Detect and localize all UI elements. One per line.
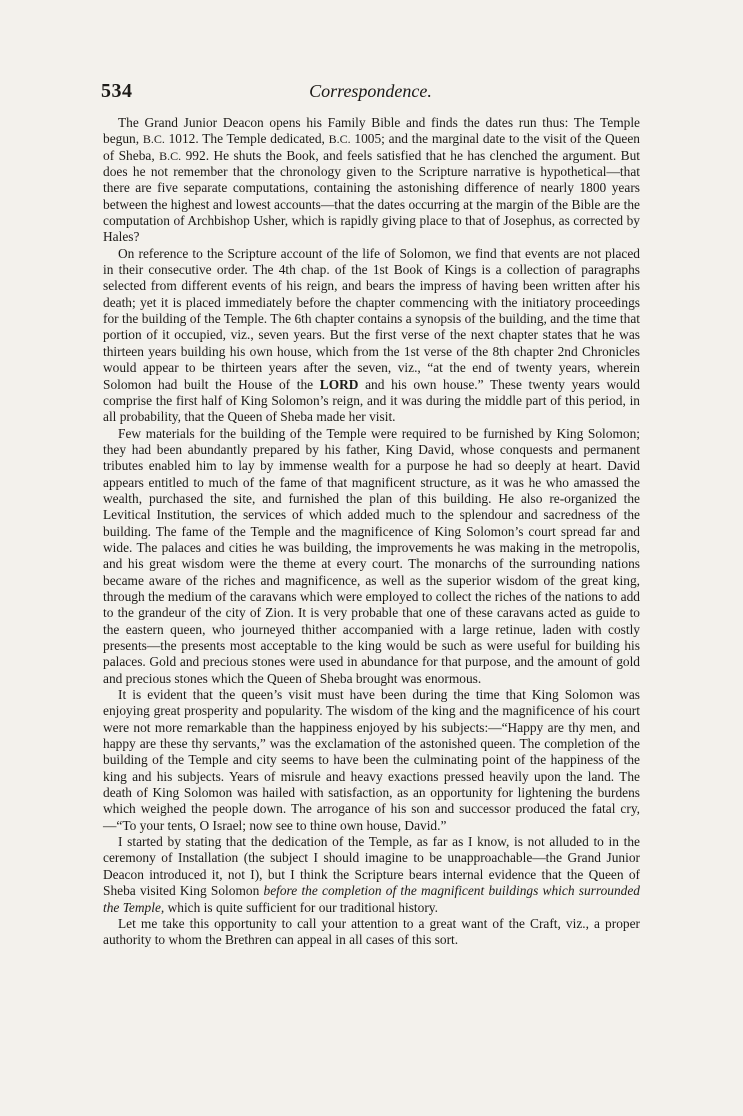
text-segment: Let me take this opportunity to call your attention to a great want of the Craft, viz., a proper authority to whom the Brethren can appeal in all cases of this sort. [103,915,640,948]
text-segment: On reference to the Scripture account of the life of Solomon, we find that events are not placed in their consecutive order. The 4th chap. of the 1st Book of Kings is a collection of paragraphs selected from different events of his reign, and bears the impress of having been written after his death; yet it is placed immediately before the chapter commencing with the initiatory proceedings for the building of the Temple. The 6th chapter contains a synopsis of the building, and the time that portion of it occupied, viz., seven years. But the first verse of the next chapter states that he was thirteen years building his own house, which from the 1st verse of the 8th chapter 2nd Chronicles would appear to be thirteen years after the seven, viz., “at the end of twenty years, wherein Solomon had built the House of the [103,245,640,392]
text-segment: The Grand Junior Deacon opens his Family Bible and finds the dates run thus: The Temple begun, [103,115,640,147]
text-segment: B.C. [159,148,182,163]
paragraph [103,426,640,688]
text-segment: which is quite sufficient for our traditional history. [164,899,438,915]
paragraph [103,834,640,916]
running-title: Correspondence. [309,81,432,101]
text-segment: Few materials for the building of the Temple were required to be furnished by King Solomon; they had been abundantly prepared by his father, King David, whose conquests and permanent tributes enabled him to lay by immense wealth for a purpose he had so deeply at heart. David appears entitled to much of the fame of that magnificent structure, as it was he who amassed the wealth, purchased the site, and furnished the plan of this building. He also re-organized the Levitical Institution, the services of which added much to the splendour and sacredness of the building. The fame of the Temple and the magnificence of King Solomon’s court spread far and wide. The palaces and cities he was building, the improvements he was making in the metropolis, and his great wisdom were the theme at every court. The monarchs of the surrounding nations became aware of the riches and magnificence, as well as the superior wisdom of the great king, through the medium of the caravans which were employed to collect the riches of the nations to add to the grandeur of the city of Zion. It is very probable that one of these caravans acted as guide to the eastern queen, who journeyed thither accompanied with a large retinue, laden with costly presents—the presents most acceptable to the king would be such as were useful for building his palaces. Gold and precious stones were used in abundance for that purpose, and the amount of gold and precious stones which the Queen of Sheba brought was enormous. [103,425,640,686]
text-segment: 1012. The Temple dedicated, [164,131,329,147]
text-segment: B.C. [142,132,165,147]
page-number: 534 [101,80,133,102]
paragraph [103,687,640,834]
text-segment: It is evident that the queen’s visit must have been during the time that King Solomon was enjoying great prosperity and popularity. The wisdom of the king and the magnificence of his court were not more remarkable than the happiness enjoyed by his subjects:—“Happy are thy men, and happy are these thy servants,” was the exclamation of the astonished queen. The completion of the building of the Temple and city seems to have been the culminating point of the happiness of the king and his subjects. Years of misrule and heavy exactions pressed heavily upon the land. The death of King Solomon was hailed with satisfaction, as an opportunity for lightening the burdens which weighed the people down. The arrogance of his son and successor produced the fatal cry,—“To your tents, O Israel; now see to thine own house, David.” [103,687,640,833]
paragraph [103,916,640,949]
body-text [103,115,640,949]
text-segment: 992. He shuts the Book, and feels satisfied that he has clenched the argument. But does he not remember that the chronology given to the Scripture narrative is hypothetical—that there are five separate computations, containing the astonishing difference of nearly 1800 years between the highest and lowest accounts—that the dates occurring at the margin of the Bible are the computation of Archbishop Usher, which is rapidly giving place to that of Josephus, as corrected by Hales? [103,147,640,245]
text-segment: LORD [319,376,359,392]
paragraph [103,246,640,426]
text-segment: B.C. [328,132,351,147]
text-segment: I started by stating that the dedication of the Temple, as far as I know, is not alluded to in the ceremony of Installation (the subject I should imagine to be unapproachable—the Grand Junior Deacon introduced it, not I), but I think the Scripture bears internal evidence that the Queen of Sheba visited King Solomon [103,834,640,899]
text-segment: before the completion of the magnificent buildings which surrounded the Temple, [103,883,640,915]
paragraph [103,115,640,246]
page-header [101,80,640,106]
text-segment: 1005; and the marginal date to the visit of the Queen of Sheba, [103,131,640,163]
text-segment: and his own house.” These twenty years would comprise the first half of King Solomon’s reign, and it was during the middle part of this period, in all probability, that the Queen of Sheba made her visit. [103,376,640,425]
